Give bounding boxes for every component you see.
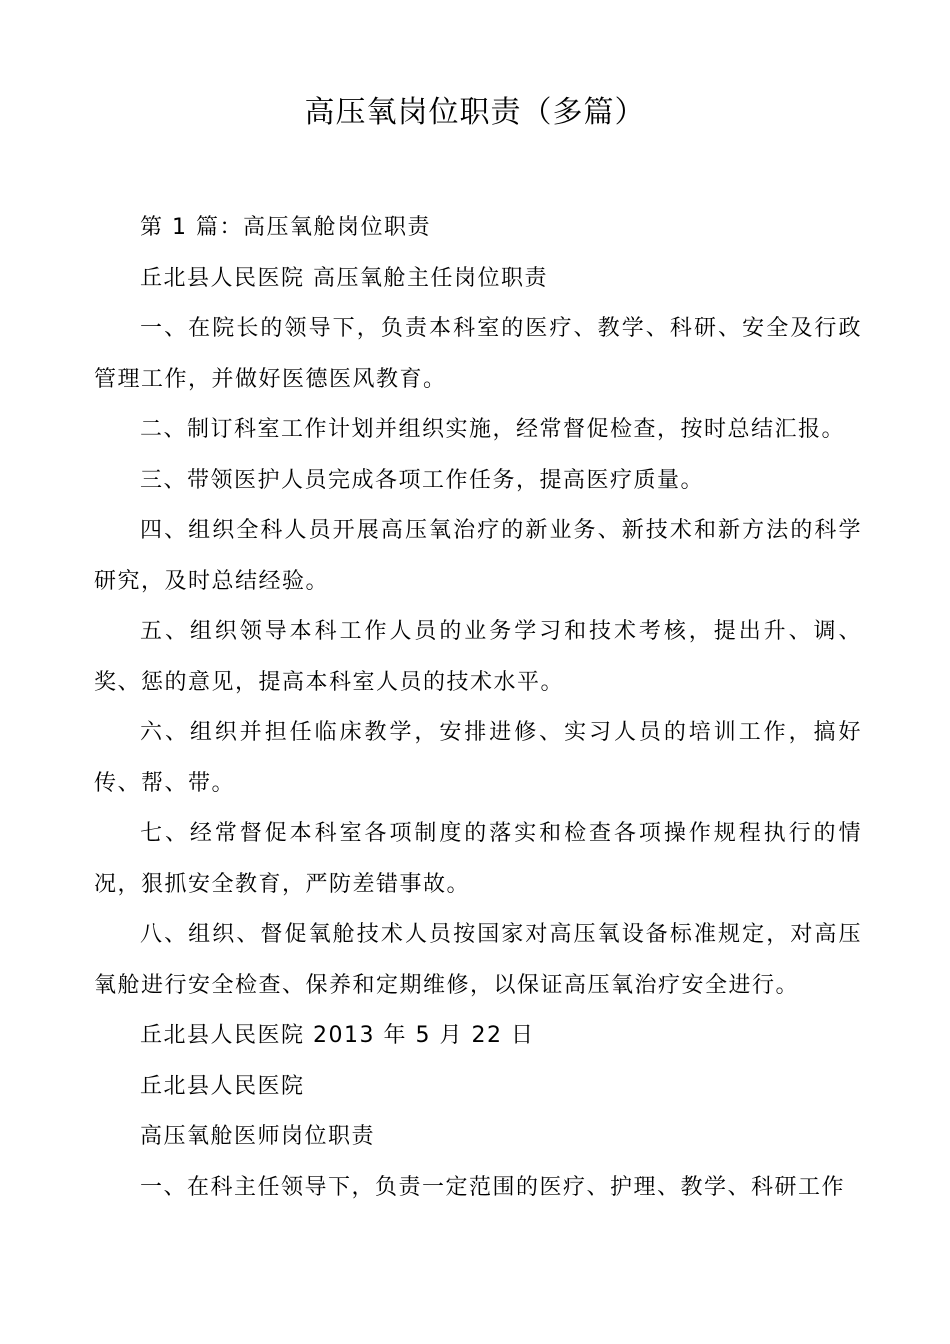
duty-item: 八、组织、督促氧舱技术人员按国家对高压氧设备标准规定，对高压氧舱进行安全检查、保养和定期维修，以保证高压氧治疗安全进行。: [94, 922, 862, 998]
document-body: [94, 203, 862, 1213]
duty-item: 五、组织领导本科工作人员的业务学习和技术考核，提出升、调、奖、惩的意见，提高本科室人员的技术水平。: [94, 619, 862, 695]
subsection-heading: 丘北县人民医院 高压氧舱主任岗位职责: [140, 265, 548, 291]
duty-item: 六、组织并担任临床教学，安排进修、实习人员的培训工作，搞好传、帮、带。: [94, 720, 862, 796]
organization-name: 丘北县人民医院: [140, 1073, 305, 1099]
duty-item: 四、组织全科人员开展高压氧治疗的新业务、新技术和新方法的科学研究，及时总结经验。: [94, 518, 862, 594]
section-heading: 第 1 篇：高压氧舱岗位职责: [140, 215, 431, 240]
signature-date: 丘北县人民医院 2013 年 5 月 22 日: [140, 1023, 535, 1048]
duty-item: 一、在院长的领导下，负责本科室的医疗、教学、科研、安全及行政管理工作，并做好医德医风教育。: [94, 316, 862, 392]
duty-item: 三、带领医护人员完成各项工作任务，提高医疗质量。: [140, 467, 705, 493]
duty-item: 二、制订科室工作计划并组织实施，经常督促检查，按时总结汇报。: [140, 417, 846, 442]
subsection-heading: 高压氧舱医师岗位职责: [140, 1124, 376, 1149]
document-title: 高压氧岗位职责（多篇）: [304, 95, 646, 130]
duty-item: 一、在科主任领导下，负责一定范围的医疗、护理、教学、科研工作: [140, 1174, 846, 1200]
duty-item: 七、经常督促本科室各项制度的落实和检查各项操作规程执行的情况，狠抓安全教育，严防差错事故。: [94, 821, 862, 897]
